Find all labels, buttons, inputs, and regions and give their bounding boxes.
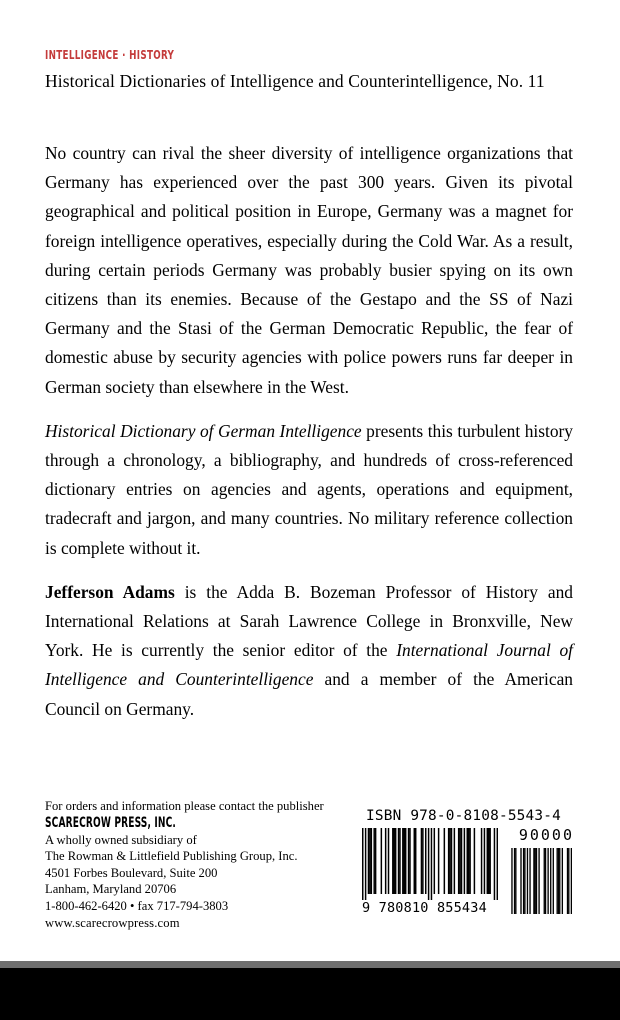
publisher-parent-company: The Rowman & Littlefield Publishing Group, Inc.	[45, 849, 298, 864]
category-label: INTELLIGENCE · HISTORY	[45, 47, 175, 62]
barcode-bars-row	[362, 828, 574, 914]
publisher-block	[45, 798, 365, 931]
series-title: Historical Dictionaries of Intelligence and Counterintelligence, No. 11	[45, 71, 545, 91]
barcode-block	[362, 808, 574, 914]
book-description-text: presents this turbulent history through a chronology, a bibliography, and hundreds of cross-referenced dictionary entries on agencies and agents, operations and equipment, tradecraft and jargon, and many countries. No military reference collection is complete without it.	[45, 420, 573, 558]
publisher-address-line-1: 4501 Forbes Boulevard, Suite 200	[45, 865, 218, 880]
publisher-name: SCARECROW PRESS, INC.	[45, 814, 177, 831]
author-bio-text: is the Adda B. Bozeman Professor of History and International Relations at Sarah Lawrence College in Bronxville, New York. He is currently the senior editor of the	[45, 581, 573, 661]
book-title-italic: Historical Dictionary of German Intelligence	[45, 420, 362, 441]
ean-digits-text: 9 780810 855434	[362, 900, 487, 916]
paragraph-author-bio	[45, 578, 573, 724]
isbn-text: ISBN 978-0-8108-5543-4	[366, 808, 562, 824]
publisher-orders-line: For orders and information please contact the publisher	[45, 799, 324, 813]
publisher-address-line-2: Lanham, Maryland 20706	[45, 882, 177, 897]
footer-band	[0, 968, 620, 1020]
paragraph-overview: No country can rival the sheer diversity of intelligence organizations that Germany has experienced over the past 300 years. Given its pivotal geographical and political position in Europe, Germany was a magnet for foreign intelligence operatives, especially during the Cold War. As a result, during certain periods Germany was probably busier spying on its own citizens than its enemies. Because of the Gestapo and the SS of Nazi Germany and the Stasi of the German Democratic Republic, the fear of domestic abuse by security agencies with police powers runs far deeper in German society than elsewhere in the West.	[45, 143, 573, 397]
footer-rule	[0, 961, 620, 968]
author-name: Jefferson Adams	[45, 581, 175, 602]
ean5-addon-barcode-icon	[510, 848, 572, 914]
author-bio-text-end: and a member of the American Council on Germany.	[45, 669, 573, 719]
paragraph-book-description	[45, 417, 573, 563]
publisher-phone-fax: 1-800-462-6420 • fax 717-794-3803	[45, 898, 229, 913]
barcode-addon-label: 90000	[518, 826, 574, 844]
journal-title-italic: International Journal of Intelligence and Counterintelligence	[45, 640, 573, 690]
ean13-barcode-icon	[362, 828, 498, 900]
publisher-website: www.scarecrowpress.com	[45, 915, 180, 930]
description-body	[45, 139, 573, 724]
publisher-subsidiary-line: A wholly owned subsidiary of	[45, 832, 197, 847]
